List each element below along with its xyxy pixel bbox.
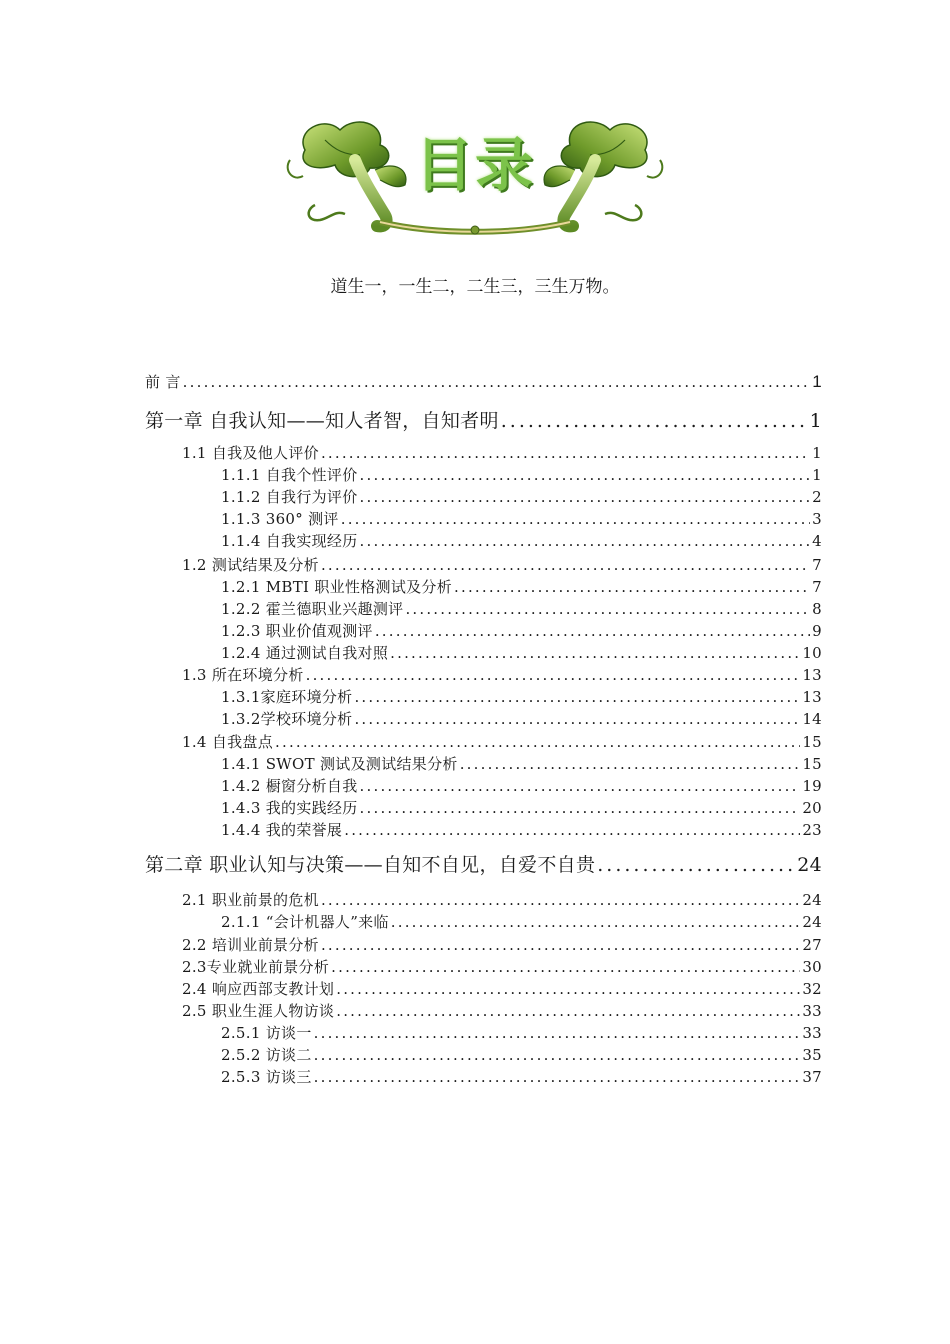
- toc-entry[interactable]: [221, 487, 822, 507]
- toc-leader-dots: [336, 1001, 800, 1021]
- toc-leader-dots: [360, 487, 811, 507]
- toc-entry-label: 1.3 所在环境分析: [182, 666, 304, 684]
- toc-entry-label: 1.4.3 我的实践经历: [221, 799, 358, 817]
- toc-entry-label: 1.1.1 自我个性评价: [221, 466, 358, 484]
- toc-entry-label: 2.1.1 “会计机器人”来临: [221, 913, 389, 931]
- toc-entry[interactable]: [221, 1023, 822, 1043]
- toc-leader-dots: [314, 1067, 801, 1087]
- toc-entry-label: 2.5 职业生涯人物访谈: [182, 1002, 335, 1020]
- toc-entry-page: 3: [812, 510, 822, 528]
- toc-entry-page: 20: [802, 799, 822, 817]
- toc-leader-dots: [354, 687, 800, 707]
- toc-leader-dots: [391, 912, 801, 932]
- toc-entry-page: 9: [812, 622, 822, 640]
- toc-entry[interactable]: [221, 643, 822, 663]
- toc-entry-page: 19: [802, 777, 822, 795]
- toc-entry-label: 1.2.1 MBTI 职业性格测试及分析: [221, 578, 453, 596]
- toc-entry-label: 1.4 自我盘点: [182, 733, 274, 751]
- toc-entry-page: 1: [812, 372, 822, 391]
- toc-entry[interactable]: [221, 798, 822, 818]
- toc-entry[interactable]: [182, 957, 822, 977]
- toc-entry-page: 4: [812, 532, 822, 550]
- toc-leader-dots: [405, 599, 810, 619]
- toc-entry-label: 1.1.4 自我实现经历: [221, 532, 358, 550]
- toc-entry-label: 2.3专业就业前景分析: [182, 958, 330, 976]
- toc-entry-page: 1: [812, 466, 822, 484]
- toc-entry-label: 1.1.3 360° 测评: [221, 510, 339, 528]
- toc-entry-label: 前 言: [145, 373, 181, 391]
- toc-entry-page: 7: [812, 578, 822, 596]
- toc-leader-dots: [344, 820, 800, 840]
- toc-entry-page: 33: [802, 1024, 822, 1042]
- toc-entry-page: 13: [802, 666, 822, 684]
- toc-entry-label: 1.1.2 自我行为评价: [221, 488, 358, 506]
- toc-entry[interactable]: [182, 979, 822, 999]
- toc-entry-label: 2.5.1 访谈一: [221, 1024, 312, 1042]
- toc-entry[interactable]: [182, 665, 822, 685]
- toc-entry-label: 1.4.4 我的荣誉展: [221, 821, 343, 839]
- toc-entry-page: 1: [812, 444, 822, 462]
- toc-leader-dots: [331, 957, 800, 977]
- toc-leader-dots: [360, 531, 811, 551]
- toc-entry[interactable]: [221, 509, 822, 529]
- toc-leader-dots: [375, 621, 810, 641]
- toc-entry[interactable]: [221, 465, 822, 485]
- toc-entry-label: 1.2.4 通过测试自我对照: [221, 644, 389, 662]
- toc-entry-page: 15: [802, 755, 822, 773]
- toc-entry[interactable]: [182, 890, 822, 910]
- toc-entry[interactable]: [182, 1001, 822, 1021]
- toc-entry-page: 23: [802, 821, 822, 839]
- motto-quote: 道生一，一生二，二生三，三生万物。: [330, 277, 620, 297]
- toc-entry[interactable]: [221, 709, 822, 729]
- toc-entry-page: 27: [802, 936, 822, 954]
- toc-entry-page: 10: [802, 644, 822, 662]
- toc-entry-page: 24: [797, 854, 822, 876]
- toc-entry[interactable]: [221, 687, 822, 707]
- toc-entry[interactable]: [182, 443, 822, 463]
- toc-entry[interactable]: [221, 599, 822, 619]
- toc-entry-label: 2.4 响应西部支教计划: [182, 980, 335, 998]
- toc-leader-dots: [275, 732, 800, 752]
- toc-entry[interactable]: [221, 531, 822, 551]
- toc-leader-dots: [321, 443, 810, 463]
- toc-entry-page: 37: [802, 1068, 822, 1086]
- toc-leader-dots: [321, 935, 800, 955]
- toc-entry-page: 35: [802, 1046, 822, 1064]
- toc-entry[interactable]: [221, 820, 822, 840]
- toc-entry-label: 1.4.1 SWOT 测试及测试结果分析: [221, 755, 458, 773]
- toc-entry[interactable]: [182, 732, 822, 752]
- toc-leader-dots: [597, 852, 795, 878]
- toc-entry-page: 30: [802, 958, 822, 976]
- toc-title: 目录: [414, 131, 535, 199]
- toc-leader-dots: [360, 776, 801, 796]
- toc-entry-label: 1.2.2 霍兰德职业兴趣测评: [221, 600, 404, 618]
- toc-entry-page: 24: [802, 913, 822, 931]
- toc-entry-label: 1.2 测试结果及分析: [182, 556, 319, 574]
- toc-entry-label: 1.4.2 橱窗分析自我: [221, 777, 358, 795]
- toc-entry-page: 7: [812, 556, 822, 574]
- toc-entry[interactable]: [221, 754, 822, 774]
- toc-entry-label: 1.3.1家庭环境分析: [221, 688, 353, 706]
- toc-entry[interactable]: [221, 1067, 822, 1087]
- toc-entry[interactable]: [221, 776, 822, 796]
- toc-entry-label: 1.1 自我及他人评价: [182, 444, 319, 462]
- toc-entry-label: 1.3.2学校环境分析: [221, 710, 353, 728]
- toc-entry-label: 第二章 职业认知与决策——自知不自见，自爱不自贵: [145, 854, 596, 876]
- toc-leader-dots: [360, 798, 801, 818]
- toc-entry[interactable]: [221, 1045, 822, 1065]
- toc-entry[interactable]: [221, 912, 822, 932]
- toc-entry-label: 1.2.3 职业价值观测评: [221, 622, 373, 640]
- toc-leader-dots: [501, 408, 808, 434]
- toc-leader-dots: [321, 555, 810, 575]
- toc-entry-page: 32: [802, 980, 822, 998]
- toc-entry-page: 14: [802, 710, 822, 728]
- toc-leader-dots: [321, 890, 800, 910]
- toc-leader-dots: [306, 665, 801, 685]
- toc-entry[interactable]: [182, 935, 822, 955]
- toc-entry-page: 8: [812, 600, 822, 618]
- toc-leader-dots: [314, 1023, 801, 1043]
- toc-entry[interactable]: [221, 621, 822, 641]
- toc-entry-label: 2.2 培训业前景分析: [182, 936, 319, 954]
- toc-entry-page: 13: [802, 688, 822, 706]
- toc-leader-dots: [341, 509, 810, 529]
- toc-leader-dots: [454, 577, 810, 597]
- toc-leader-dots: [336, 979, 800, 999]
- toc-entry-page: 15: [802, 733, 822, 751]
- toc-entry-page: 1: [809, 410, 822, 432]
- toc-leader-dots: [314, 1045, 801, 1065]
- toc-entry[interactable]: [221, 577, 822, 597]
- toc-entry-label: 2.5.3 访谈三: [221, 1068, 312, 1086]
- toc-leader-dots: [460, 754, 801, 774]
- toc-entry-label: 2.1 职业前景的危机: [182, 891, 319, 909]
- toc-entry[interactable]: [145, 372, 822, 392]
- toc-entry[interactable]: [182, 555, 822, 575]
- toc-leader-dots: [360, 465, 811, 485]
- toc-leader-dots: [390, 643, 800, 663]
- toc-entry[interactable]: [145, 408, 822, 434]
- toc-entry-page: 24: [802, 891, 822, 909]
- toc-entry-page: 2: [812, 488, 822, 506]
- toc-entry-label: 2.5.2 访谈二: [221, 1046, 312, 1064]
- toc-leader-dots: [183, 372, 811, 392]
- toc-entry[interactable]: [145, 852, 822, 878]
- toc-leader-dots: [354, 709, 800, 729]
- toc-entry-label: 第一章 自我认知——知人者智，自知者明: [145, 410, 499, 432]
- toc-entry-page: 33: [802, 1002, 822, 1020]
